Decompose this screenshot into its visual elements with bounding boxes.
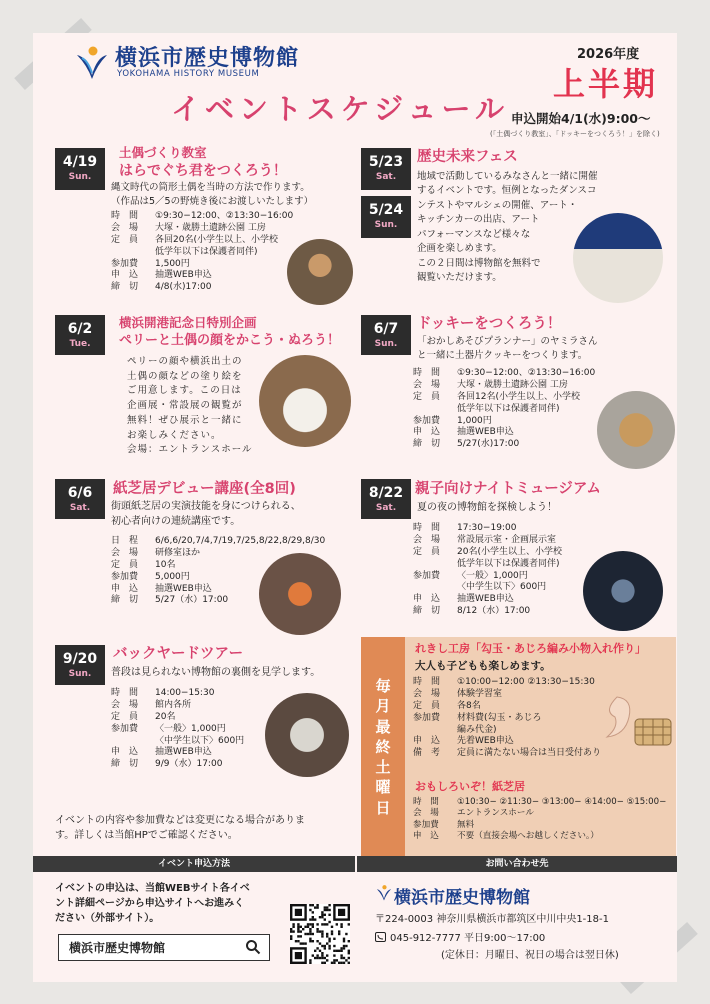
info-value: ①10:00−12:00 ②13:30−15:30 <box>457 677 595 687</box>
monthly-label <box>361 637 405 857</box>
info-label <box>413 559 457 571</box>
info-label: 締 切 <box>111 759 139 770</box>
info-value: 低学年以下は保護者同伴) <box>457 558 560 569</box>
desc-line: 最 <box>375 717 391 736</box>
info-row <box>111 282 311 294</box>
info-value: 研修室ほか <box>155 547 201 558</box>
info-label: 参加費 <box>413 415 441 426</box>
info-label: 定 員 <box>413 700 441 711</box>
date-badge: 8/22 Sat. <box>361 479 411 519</box>
museum-name: 横浜市歴史博物館 <box>115 46 300 71</box>
info-label: 申 込 <box>111 747 139 758</box>
info-label <box>111 247 155 259</box>
apply-header: イベント申込方法 <box>33 856 355 872</box>
info-row <box>111 211 311 223</box>
info-label: 申 込 <box>413 736 441 747</box>
event-title: 土偶づくり教室 はらでぐち君をつくろう！ <box>119 145 287 179</box>
info-value: 10名 <box>155 559 176 570</box>
desc-line: 月 <box>375 697 391 716</box>
desc-line: ペリーの顔や横浜出土の <box>127 356 243 367</box>
desc-line: 曜 <box>375 778 391 797</box>
date-badge: 6/7 Sun. <box>361 315 411 355</box>
info-value: 低学年以下は保護者同伴) <box>155 246 258 257</box>
photo-kamishibai <box>259 553 341 635</box>
desc-line: 毎 <box>375 677 391 696</box>
info-row <box>111 235 311 247</box>
desc-line: ンテストやマルシェの開催、アート・ <box>417 199 578 211</box>
search-text: 横浜市歴史博物館 <box>69 941 166 955</box>
info-value: 5/27（水）17:00 <box>155 595 229 606</box>
flyer <box>33 33 677 982</box>
info-label: 会 場 <box>111 699 139 710</box>
event-desc: 普段は見られない博物館の裏側を見学します。 <box>111 667 321 678</box>
info-label: 備 考 <box>413 748 441 759</box>
event-desc: 夏の夜の博物館を探検しよう！ <box>417 502 557 513</box>
info-label: 締 切 <box>413 606 441 617</box>
info-label: 定 員 <box>111 711 139 722</box>
workshop-title: れきし工房「勾玉・あじろ編み小物入れ作り」 <box>415 642 646 655</box>
info-value: 20名 <box>155 711 176 722</box>
info-row <box>111 536 361 548</box>
desc-line: 日 <box>375 798 391 817</box>
info-value: 館内各所 <box>155 699 192 710</box>
date-badge: 6/2 Tue. <box>55 315 105 355</box>
info-value: 9/9（水）17:00 <box>155 759 223 770</box>
workshop-desc: 大人も子どもも楽しめます。 <box>415 660 551 672</box>
info-label: 会 場 <box>413 688 441 699</box>
date-badge <box>55 148 105 190</box>
half-term: 上半期 <box>553 65 659 103</box>
desc-line: キッチンカーの出店、アート <box>417 214 540 226</box>
event-title: 歴史未来フェス <box>417 149 518 165</box>
contact-name: 横浜市歴史博物館 <box>394 888 530 908</box>
event-title: バックヤードツアー <box>113 646 244 662</box>
info-value: 大塚・歳勝土遺跡公園 工房 <box>457 379 568 390</box>
info-label: 申 込 <box>413 427 441 438</box>
info-label: 参加費 <box>111 258 139 269</box>
desc-line: 終 <box>375 737 391 756</box>
info-row <box>111 247 311 259</box>
desc-line: するイベントです。恒例となったダンスコ <box>417 185 597 197</box>
event-title: 親子向けナイトミュージアム <box>415 481 601 497</box>
event-title: 紙芝居デビュー講座(全8回) <box>113 481 296 497</box>
info-value: 各回12名(小学生以上、小学校 <box>457 391 580 402</box>
museum-logo-icon <box>375 882 393 902</box>
qr-code[interactable] <box>290 904 350 964</box>
info-label: 時 間 <box>413 677 441 687</box>
info-value: 8/12（水）17:00 <box>457 606 531 617</box>
info-label: 締 切 <box>413 439 441 450</box>
info-label: 定 員 <box>111 559 139 570</box>
info-label: 時 間 <box>413 797 439 807</box>
info-value: 〈中学生以下〉600円 <box>457 582 547 593</box>
event-info <box>111 211 311 294</box>
info-value: 4/8(水)17:00 <box>155 282 212 293</box>
date-badge: 5/23 Sat. <box>361 148 411 190</box>
info-value: 1,500円 <box>155 258 190 269</box>
info-value: 抽選WEB申込 <box>155 270 212 281</box>
monthly-event-panel <box>361 637 676 857</box>
info-label <box>413 725 457 737</box>
contact-address: 〒224-0003 神奈川県横浜市都筑区中川中央1-18-1 <box>375 914 609 925</box>
notice: イベントの内容や参加費などは変更になる場合がありま す。詳しくは当館HPでご確認ください。 <box>55 815 305 841</box>
info-label: 時 間 <box>111 688 139 698</box>
info-value: 抽選WEB申込 <box>457 427 514 438</box>
date-badge: 5/24 Sun. <box>361 196 411 238</box>
info-label: 会 場 <box>413 534 441 545</box>
info-row <box>413 820 678 831</box>
info-value: 編み代金) <box>457 724 497 735</box>
info-value: 1,000円 <box>457 415 492 426</box>
photo-coloring <box>259 355 351 447</box>
info-value: エントランスホール <box>457 808 534 819</box>
info-label: 参加費 <box>413 570 441 581</box>
desc-line: パフォーマンスなど様々な <box>417 228 531 240</box>
kamishibai-info <box>413 797 678 842</box>
desc-line: 企画を楽しめます。 <box>417 243 502 255</box>
info-label: 会 場 <box>111 222 139 233</box>
search-icon[interactable] <box>245 939 261 955</box>
info-value: 14:00−15:30 <box>155 688 215 698</box>
info-value: 〈一般〉1,000円 <box>155 723 226 734</box>
contact-phone: 045-912-7777 平日9:00〜17:00 <box>375 929 545 944</box>
info-label: 申 込 <box>413 594 441 605</box>
contact-header: お問い合わせ先 <box>357 856 677 872</box>
info-value: 6/6,6/20,7/4,7/19,7/25,8/22,8/29,8/30 <box>155 536 326 546</box>
date: 4/19 <box>62 154 98 170</box>
info-value: 5,000円 <box>155 571 190 582</box>
info-value: ①10:30− ②11:30− ③13:00− ④14:00− ⑤15:00− <box>457 797 667 807</box>
event-desc: 「おかしあそびプランナー」のヤミラさん と一緒に土器片クッキーをつくります。 <box>417 336 598 361</box>
info-row <box>111 259 311 271</box>
phone-icon <box>375 932 386 942</box>
info-row <box>413 523 633 535</box>
info-value: 抽選WEB申込 <box>457 594 514 605</box>
info-label: 参加費 <box>413 819 439 830</box>
info-label: 定 員 <box>413 391 441 402</box>
info-row <box>111 548 361 560</box>
info-label: 時 間 <box>111 211 139 221</box>
info-row <box>413 677 673 689</box>
info-label: 定 員 <box>111 234 139 245</box>
apply-note: (「土偶づくり教室」、「ドッキーをつくろう！」を除く) <box>490 130 660 138</box>
info-label: 申 込 <box>111 583 139 594</box>
desc-line: 企画展・常設展の観覧が <box>127 400 243 412</box>
info-label: 会 場 <box>413 808 439 819</box>
photo-clay-figure <box>287 239 353 305</box>
info-value: ①9:30−12:00、②13:30−16:00 <box>457 368 596 378</box>
photo-backyard <box>265 693 349 777</box>
desc-line: この２日間は博物館を無料で <box>417 257 541 269</box>
event-title: 横浜開港記念日特別企画 ペリーと土偶の顔をかこう・ぬろう！ <box>119 315 341 348</box>
info-label: 申 込 <box>111 270 139 281</box>
desc-line: 地域で活動しているみなさんと一緒に開催 <box>417 171 598 182</box>
info-row <box>413 368 633 380</box>
info-label: 参加費 <box>413 712 441 723</box>
info-label <box>413 404 457 416</box>
weekday: Sun. <box>68 172 92 182</box>
info-value: 17:30−19:00 <box>457 523 517 533</box>
info-label: 参加費 <box>111 723 139 734</box>
event-title: ドッキーをつくろう！ <box>417 316 562 332</box>
info-value: 無料 <box>457 819 475 830</box>
museum-name-en: YOKOHAMA HISTORY MUSEUM <box>117 69 260 79</box>
apply-start: 申込開始4/1(水)9:00〜 <box>511 111 651 126</box>
info-value: 常設展示室・企画展示室 <box>457 534 557 545</box>
info-value: ①9:30−12:00、②13:30−16:00 <box>155 211 294 221</box>
desc-line: 土 <box>375 758 391 777</box>
info-row <box>413 535 633 547</box>
woven-basket-icon <box>633 713 673 747</box>
info-row <box>111 223 311 235</box>
info-row <box>413 797 678 808</box>
info-label: 時 間 <box>413 523 441 533</box>
desc-line: 土偶の顔などの塗り絵を <box>127 370 243 382</box>
museum-logo-icon <box>73 43 111 79</box>
info-value: 低学年以下は保護者同伴) <box>457 403 560 414</box>
info-label: 参加費 <box>111 571 139 582</box>
info-label: 日 程 <box>111 536 139 546</box>
photo-night-museum <box>583 551 663 631</box>
info-value: 材料費(勾玉・あじろ <box>457 712 542 723</box>
search-box[interactable] <box>58 934 270 961</box>
info-row <box>413 392 633 404</box>
info-value: 大塚・歳勝土遺跡公園 工房 <box>155 222 266 233</box>
info-label: 定 員 <box>413 546 441 557</box>
info-value: 5/27(水)17:00 <box>457 439 520 450</box>
desc-line: お楽しみください。 <box>127 429 222 441</box>
event-desc: 街頭紙芝居の実演技能を身につけられる、 初心者向けの連続講座です。 <box>111 501 301 527</box>
magatama-icon <box>597 693 637 741</box>
info-value: 各回20名(小学生以上、小学校 <box>155 234 278 245</box>
info-value: 20名(小学生以上、小学校 <box>457 546 562 557</box>
event-desc: 縄文時代の筒形土偶を当時の方法で作ります。 （作品は5／5の野焼き後にお渡しいたします） <box>111 182 314 207</box>
info-value: 定員に満たない場合は当日受付あり <box>457 748 602 759</box>
desc-line: 観覧いただけます。 <box>417 272 502 284</box>
info-label <box>111 736 155 748</box>
closed-days: (定休日：月曜日、祝日の場合は翌日休) <box>441 950 619 961</box>
info-value: 各8名 <box>457 700 481 711</box>
kamishibai-title: おもしろいぞ！紙芝居 <box>415 780 525 793</box>
info-value: 抽選WEB申込 <box>155 583 212 594</box>
info-value: 〈中学生以下〉600円 <box>155 735 245 746</box>
info-label: 申 込 <box>413 831 439 842</box>
info-label: 会 場 <box>111 547 139 558</box>
info-value: 抽選WEB申込 <box>155 747 212 758</box>
apply-text: イベントの申込は、当館WEBサイト各イベ ント詳細ページから申込サイトへお進みく ださい（外部サイト）。 <box>55 883 250 924</box>
info-value: 体験学習室 <box>457 688 503 699</box>
event-desc <box>127 355 253 458</box>
info-label: 会 場 <box>413 379 441 390</box>
date-badge: 6/6 Sat. <box>55 479 105 519</box>
date-badge: 9/20 Sun. <box>55 645 105 685</box>
info-row <box>111 688 311 700</box>
info-row <box>413 748 673 760</box>
info-value: 不要（直接会場へお越しください。） <box>457 831 599 842</box>
info-row <box>413 831 678 842</box>
info-label: 締 切 <box>111 595 139 606</box>
photo-cookies <box>597 391 675 469</box>
photo-festival <box>573 213 663 303</box>
desc-line: 無料！ぜひ展示と一緒に <box>127 414 243 426</box>
info-value: 先着WEB申込 <box>457 736 514 747</box>
info-row <box>111 270 311 282</box>
info-row <box>413 808 678 819</box>
desc-line: ご用意します。この日は <box>127 385 242 397</box>
info-label <box>413 582 457 594</box>
fiscal-year: 2026年度 <box>577 47 640 62</box>
info-label: 時 間 <box>413 368 441 378</box>
page-title: イベントスケジュール <box>171 92 509 126</box>
info-value: 〈一般〉1,000円 <box>457 570 528 581</box>
info-label: 締 切 <box>111 282 139 293</box>
info-row <box>413 380 633 392</box>
desc-line: 会場：エントランスホール <box>127 444 253 456</box>
